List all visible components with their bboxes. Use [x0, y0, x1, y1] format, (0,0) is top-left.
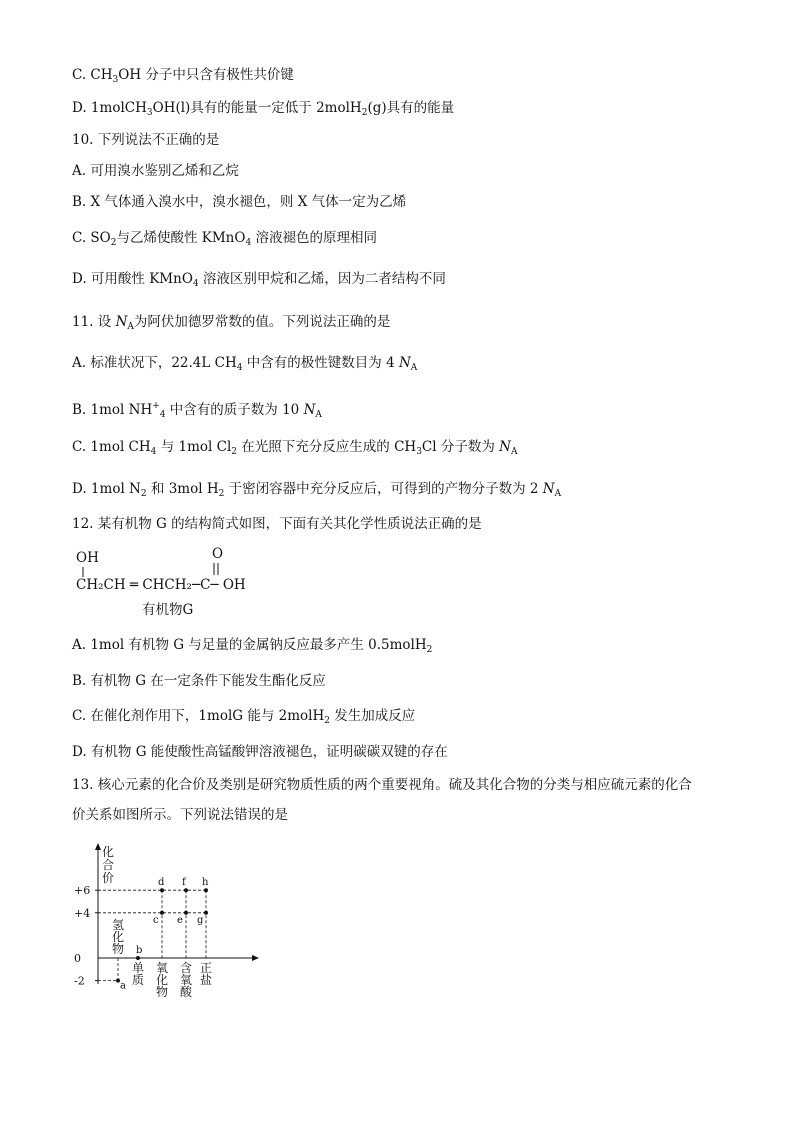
x-category-label-char: 氧 [156, 961, 169, 975]
subscript: 4 [159, 410, 166, 420]
data-point-label-d: d [158, 877, 165, 889]
italic-symbol: N [398, 355, 411, 371]
x-category-label-char: 质 [132, 973, 145, 987]
subscript: 2 [426, 645, 433, 655]
text-line-l9 [72, 354, 417, 377]
text-run: B. 1mol NH [72, 402, 153, 418]
text-run: 12. 某有机物 G 的结构简式如图，下面有关其化学性质说法正确的是 [72, 516, 482, 532]
struct-o-top: O [212, 546, 224, 562]
text-run: 中含有的极性键数目为 4 [242, 355, 399, 371]
data-point-e [184, 911, 188, 915]
subscript: 2 [231, 447, 237, 457]
subscript: A [554, 489, 562, 499]
text-run: 10. 下列说法不正确的是 [72, 132, 220, 148]
y-tick-label: +4 [74, 906, 91, 920]
subscript: 3 [416, 447, 422, 457]
valence-chart-svg [72, 840, 272, 1000]
text-line-l12 [72, 480, 561, 503]
struct-oh-top: OH [76, 550, 99, 566]
text-line-l3 [72, 131, 219, 149]
text-run: 13. 核心元素的化合价及类别是研究物质性质的两个重要视角。硫及其化合物的分类与相应硫元素的化合 [72, 777, 692, 793]
text-run: D. 可用酸性 KMnO [72, 271, 193, 287]
text-run: 与 1mol Cl [156, 439, 232, 455]
italic-symbol: N [499, 439, 511, 455]
text-run: C. CH [72, 67, 113, 83]
subscript: 3 [112, 75, 119, 85]
text-line-l5 [72, 193, 406, 211]
data-point-label-c: c [153, 914, 159, 926]
data-point-label-f: f [182, 877, 186, 889]
italic-symbol: N [303, 402, 316, 418]
text-run: OH 分子中只含有极性共价键 [118, 67, 294, 83]
text-run: 价关系如图所示。下列说法错误的是 [72, 807, 288, 823]
text-line-l19 [72, 806, 288, 824]
subscript: 2 [110, 238, 117, 248]
data-point-c [160, 911, 164, 915]
x-category-label-char: 氢 [112, 917, 125, 932]
y-axis-label-char: 合 [102, 858, 115, 872]
text-run: D. 1mol N [72, 481, 141, 497]
data-point-label-g: g [197, 914, 204, 926]
text-run: A. 可用溴水鉴别乙烯和乙烷 [72, 163, 239, 179]
data-point-h [204, 888, 208, 892]
data-point-label-e: e [177, 914, 183, 926]
subscript: 2 [218, 489, 225, 499]
text-run: 溶液区别甲烷和乙烯，因为二者结构不同 [198, 271, 446, 287]
text-line-l15 [72, 672, 326, 690]
text-line-l8 [72, 313, 390, 336]
y-tick-label: +6 [74, 884, 91, 898]
text-line-l11 [72, 438, 517, 461]
x-category-label-char: 氧 [180, 973, 193, 987]
text-run: 11. 设 [72, 314, 116, 330]
text-run: (g)具有的能量 [367, 100, 455, 116]
y-axis-label-char: 化 [102, 845, 115, 859]
data-point-d [160, 888, 164, 892]
text-run: C. SO [72, 230, 111, 246]
text-line-l7 [72, 270, 446, 293]
y-tick-label: 0 [74, 952, 81, 965]
text-line-l16 [72, 707, 415, 730]
text-run: D. 1molCH [72, 100, 147, 116]
data-point-label-a: a [120, 980, 126, 992]
text-line-l14 [72, 636, 432, 659]
italic-symbol: N [542, 481, 555, 497]
data-point-label-b: b [136, 945, 143, 956]
subscript: A [510, 447, 518, 457]
data-point-f [184, 888, 188, 892]
subscript: 4 [236, 363, 243, 373]
structure-of-compound-g [72, 544, 312, 628]
text-run: B. 有机物 G 在一定条件下能发生酯化反应 [72, 673, 326, 689]
x-category-label-char: 物 [156, 985, 169, 999]
text-line-l13 [72, 515, 482, 533]
text-run: 为阿伏加德罗常数的值。下列说法正确的是 [133, 314, 391, 330]
subscript: A [127, 322, 134, 332]
text-line-l6 [72, 229, 377, 252]
text-run: 发生加成反应 [329, 708, 416, 724]
text-run: B. X 气体通入溴水中，溴水褪色，则 X 气体一定为乙烯 [72, 194, 407, 210]
x-category-label-char: 含 [180, 961, 193, 975]
structure-svg [72, 544, 312, 624]
x-category-label-char: 酸 [180, 985, 193, 999]
data-point-label-h: h [202, 877, 209, 889]
subscript: 4 [150, 447, 157, 457]
text-run: C. 1mol CH [72, 439, 151, 455]
text-run: A. 标准状况下，22.4L CH [72, 355, 237, 371]
subscript: 2 [324, 716, 330, 726]
subscript: 2 [361, 108, 368, 118]
text-run: 在光照下充分反应生成的 CH [237, 439, 417, 455]
x-category-label-char: 物 [112, 941, 125, 956]
data-point-b [136, 956, 140, 960]
struct-caption: 有机物G [142, 602, 194, 618]
subscript: A [315, 410, 322, 420]
struct-chain: CH₂CH ═ CHCH₂─C─ OH [76, 577, 246, 593]
text-run: D. 有机物 G 能使酸性高锰酸钾溶液褪色，证明碳碳双键的存在 [72, 744, 448, 760]
data-point-g [204, 911, 208, 915]
x-category-label-char: 化 [112, 929, 125, 944]
text-run: A. 1mol 有机物 G 与足量的金属钠反应最多产生 0.5molH [72, 637, 427, 653]
text-run: 溶液褪色的原理相同 [251, 230, 377, 246]
text-run: 中含有的质子数为 10 [165, 402, 304, 418]
superscript: + [152, 401, 160, 411]
text-line-l18 [72, 776, 692, 794]
y-tick-label: -2 [74, 974, 85, 988]
x-category-label-char: 盐 [200, 973, 213, 987]
x-axis-arrow [252, 955, 259, 961]
text-run: C. 在催化剂作用下，1molG 能与 2molH [72, 708, 325, 724]
text-run: 与乙烯使酸性 KMnO [116, 230, 246, 246]
text-run: 和 3mol H [146, 481, 219, 497]
subscript: 3 [146, 108, 153, 118]
subscript: 4 [245, 238, 252, 248]
italic-symbol: N [115, 314, 128, 330]
text-line-l17 [72, 743, 448, 761]
text-line-l4 [72, 162, 239, 180]
text-run: OH(l)具有的能量一定低于 2molH [152, 100, 362, 116]
subscript: 2 [140, 489, 147, 499]
y-axis-arrow [95, 843, 101, 850]
text-line-l10 [72, 397, 322, 424]
y-axis-label-char: 价 [102, 871, 115, 885]
text-run: Cl 分子数为 [421, 439, 500, 455]
subscript: 4 [192, 279, 199, 289]
text-line-l1 [72, 66, 294, 89]
valence-chart [72, 840, 272, 1004]
x-category-label-char: 单 [132, 961, 145, 975]
x-category-label-char: 化 [156, 973, 169, 987]
text-line-l2 [72, 99, 454, 122]
x-category-label-char: 正 [200, 961, 213, 975]
text-run: 于密闭容器中充分反应后，可得到的产物分子数为 2 [224, 481, 543, 497]
subscript: A [410, 363, 418, 373]
